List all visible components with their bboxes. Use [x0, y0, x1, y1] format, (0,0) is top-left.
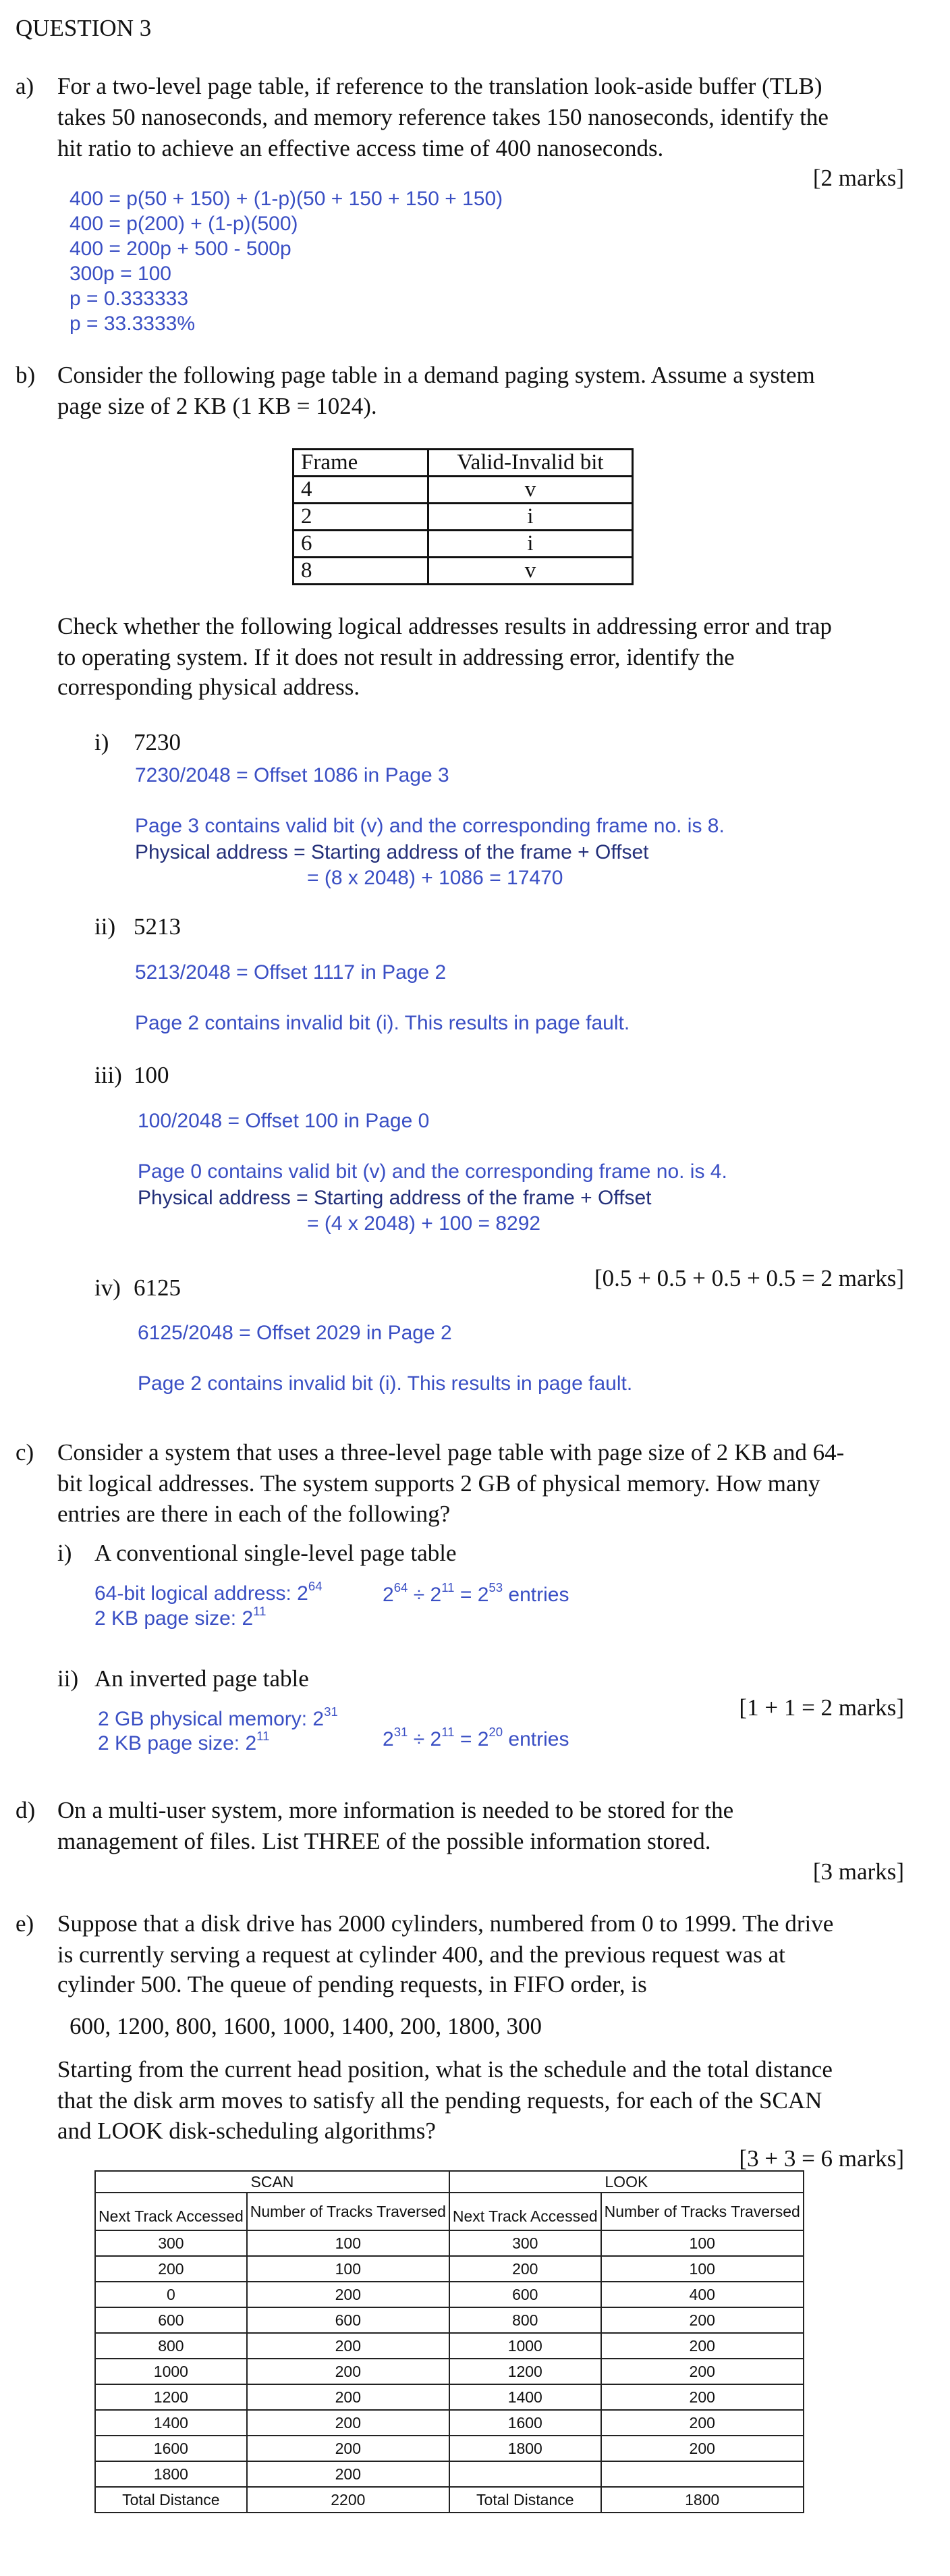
- part-c-question-line-1: Consider a system that uses a three-level page table with page size of 2 KB and 64-: [57, 1439, 845, 1466]
- scan-tracks-header: Number of Tracks Traversed: [247, 2193, 449, 2230]
- part-b-question-line-2: page size of 2 KB (1 KB = 1024).: [57, 393, 377, 419]
- part-b-i-address: 7230: [134, 729, 181, 755]
- disk-table-body: [95, 2230, 804, 2487]
- page-table-header-row: [294, 450, 633, 477]
- part-a-answer-line-5: p = 0.333333: [69, 288, 189, 310]
- disk-table-row: [95, 2410, 804, 2436]
- page-table-row: [294, 531, 633, 558]
- part-b-question-line-4: to operating system. If it does not result in addressing error, identify the: [57, 644, 735, 670]
- part-d-label: d): [16, 1797, 36, 1823]
- part-b-iii-answer-2: Page 0 contains valid bit (v) and the corresponding frame no. is 4.: [138, 1160, 727, 1183]
- look-next-track: 1600: [449, 2410, 601, 2436]
- look-next-track: 800: [449, 2307, 601, 2333]
- part-e-question-line-6: and LOOK disk-scheduling algorithms?: [57, 2118, 436, 2144]
- scan-next-track: 800: [95, 2333, 247, 2359]
- part-b-marks: [0.5 + 0.5 + 0.5 + 0.5 = 2 marks]: [594, 1265, 904, 1291]
- part-b-ii-address: 5213: [134, 913, 181, 940]
- part-b-question-line-1: Consider the following page table in a demand paging system. Assume a system: [57, 362, 815, 388]
- part-b-i-answer-4: = (8 x 2048) + 1086 = 17470: [307, 867, 563, 889]
- look-next-track: 1200: [449, 2359, 601, 2384]
- look-tracks-traversed: 200: [601, 2384, 804, 2410]
- part-c-i-answer-1: 64-bit logical address: $2^{64}$: [94, 1579, 323, 1605]
- scan-tracks-traversed: 200: [247, 2461, 449, 2487]
- part-e-label: e): [16, 1910, 34, 1937]
- look-tracks-traversed: 200: [601, 2307, 804, 2333]
- look-tracks-traversed: 100: [601, 2256, 804, 2282]
- part-a-question-line-3: hit ratio to achieve an effective access time of 400 nanoseconds.: [57, 135, 664, 161]
- disk-table-row: [95, 2256, 804, 2282]
- page-table: [292, 448, 634, 585]
- page-table-frame: 6: [294, 531, 428, 558]
- look-next-track: 300: [449, 2230, 601, 2256]
- scan-tracks-traversed: 200: [247, 2384, 449, 2410]
- scan-next-track: 0: [95, 2282, 247, 2307]
- page-table-row: [294, 477, 633, 504]
- part-c-ii-answer-1: 2 GB physical memory: $2^{31}$: [98, 1705, 338, 1730]
- look-tracks-traversed: 100: [601, 2230, 804, 2256]
- disk-table-row: [95, 2436, 804, 2461]
- part-e-question-line-5: that the disk arm moves to satisfy all the pending requests, for each of the SCAN: [57, 2087, 822, 2114]
- part-b-iii-answer-1: 100/2048 = Offset 100 in Page 0: [138, 1110, 430, 1132]
- disk-table-row: [95, 2461, 804, 2487]
- scan-next-track: 1800: [95, 2461, 247, 2487]
- scan-next-track: 1600: [95, 2436, 247, 2461]
- disk-table-total-row: [95, 2487, 804, 2513]
- disk-table-row: [95, 2359, 804, 2384]
- part-b-question-line-5: corresponding physical address.: [57, 674, 360, 700]
- part-c-question-line-2: bit logical addresses. The system supports 2 GB of physical memory. How many: [57, 1470, 820, 1497]
- look-tracks-traversed: 200: [601, 2410, 804, 2436]
- look-next-track-header: Next Track Accessed: [449, 2193, 601, 2230]
- part-b-iii-answer-3: Physical address = Starting address of the frame + Offset: [138, 1187, 652, 1209]
- part-d-marks: [3 marks]: [812, 1858, 904, 1885]
- part-b-ii-label: ii): [94, 913, 116, 940]
- page-table-bit: v: [428, 477, 633, 504]
- disk-table-group-row: [95, 2171, 804, 2193]
- part-a-answer-line-3: 400 = 200p + 500 - 500p: [69, 238, 291, 260]
- part-c-i-label: i): [57, 1540, 72, 1566]
- disk-table-row: [95, 2230, 804, 2256]
- look-next-track: [449, 2461, 601, 2487]
- disk-schedule-table: [94, 2170, 804, 2513]
- look-next-track: 200: [449, 2256, 601, 2282]
- page-table-frame: 8: [294, 558, 428, 585]
- part-b-iii-label: iii): [94, 1062, 122, 1088]
- scan-next-track: 1400: [95, 2410, 247, 2436]
- scan-tracks-traversed: 200: [247, 2282, 449, 2307]
- part-e-question-line-3: cylinder 500. The queue of pending requests, in FIFO order, is: [57, 1971, 647, 1997]
- part-c-i-calculation: $2^{64} \div 2^{11} = 2^{53}$ entries: [383, 1580, 569, 1606]
- scan-tracks-traversed: 200: [247, 2436, 449, 2461]
- look-header: LOOK: [449, 2171, 804, 2193]
- look-tracks-traversed: 400: [601, 2282, 804, 2307]
- page-table-header-frame: Frame: [294, 450, 428, 477]
- part-a-answer-line-1: 400 = p(50 + 150) + (1-p)(50 + 150 + 150 + 150): [69, 188, 503, 210]
- page-table-bit: v: [428, 558, 633, 585]
- part-b-i-label: i): [94, 729, 109, 755]
- page-table-bit: i: [428, 531, 633, 558]
- look-tracks-traversed: 200: [601, 2333, 804, 2359]
- part-b-i-answer-2: Page 3 contains valid bit (v) and the corresponding frame no. is 8.: [135, 815, 725, 837]
- disk-table-column-header-row: [95, 2193, 804, 2230]
- part-b-iv-label: iv): [94, 1274, 121, 1301]
- look-tracks-traversed: 200: [601, 2359, 804, 2384]
- part-b-ii-answer-2: Page 2 contains invalid bit (i). This results in page fault.: [135, 1012, 630, 1034]
- part-c-ii-label: ii): [57, 1665, 79, 1692]
- look-next-track: 600: [449, 2282, 601, 2307]
- page-table-row: [294, 504, 633, 531]
- scan-tracks-traversed: 100: [247, 2230, 449, 2256]
- scan-next-track-header: Next Track Accessed: [95, 2193, 247, 2230]
- part-e-marks: [3 + 3 = 6 marks]: [739, 2145, 904, 2172]
- part-c-question-line-3: entries are there in each of the following?: [57, 1501, 451, 1527]
- part-b-iii-address: 100: [134, 1062, 169, 1088]
- look-total-value: 1800: [601, 2487, 804, 2513]
- look-tracks-traversed: [601, 2461, 804, 2487]
- part-a-marks: [2 marks]: [812, 165, 904, 191]
- part-d-question-line-2: management of files. List THREE of the possible information stored.: [57, 1828, 711, 1854]
- part-b-iv-answer-2: Page 2 contains invalid bit (i). This results in page fault.: [138, 1372, 633, 1395]
- look-next-track: 1000: [449, 2333, 601, 2359]
- part-b-iv-address: 6125: [134, 1274, 181, 1301]
- question-title: QUESTION 3: [16, 15, 152, 41]
- scan-next-track: 300: [95, 2230, 247, 2256]
- scan-next-track: 200: [95, 2256, 247, 2282]
- scan-tracks-traversed: 200: [247, 2410, 449, 2436]
- scan-tracks-traversed: 200: [247, 2359, 449, 2384]
- part-b-i-answer-3: Physical address = Starting address of the frame + Offset: [135, 841, 649, 863]
- disk-table-row: [95, 2384, 804, 2410]
- scan-next-track: 600: [95, 2307, 247, 2333]
- part-a-answer-line-2: 400 = p(200) + (1-p)(500): [69, 213, 298, 235]
- page-table-frame: 4: [294, 477, 428, 504]
- scan-next-track: 1000: [95, 2359, 247, 2384]
- look-next-track: 1800: [449, 2436, 601, 2461]
- part-c-ii-question: An inverted page table: [94, 1665, 309, 1692]
- pending-request-queue: 600, 1200, 800, 1600, 1000, 1400, 200, 1800, 300: [69, 2013, 542, 2039]
- scan-next-track: 1200: [95, 2384, 247, 2410]
- look-next-track: 1400: [449, 2384, 601, 2410]
- part-a-answer-line-4: 300p = 100: [69, 263, 171, 285]
- scan-total-label: Total Distance: [95, 2487, 247, 2513]
- part-e-question-line-1: Suppose that a disk drive has 2000 cylinders, numbered from 0 to 1999. The drive: [57, 1910, 834, 1937]
- scan-tracks-traversed: 100: [247, 2256, 449, 2282]
- disk-table-row: [95, 2333, 804, 2359]
- part-b-iv-answer-1: 6125/2048 = Offset 2029 in Page 2: [138, 1322, 452, 1344]
- part-a-answer-line-6: p = 33.3333%: [69, 313, 195, 335]
- part-c-ii-calculation: $2^{31} \div 2^{11} = 2^{20}$ entries: [383, 1725, 569, 1750]
- part-b-label: b): [16, 362, 36, 388]
- page-table-bit: i: [428, 504, 633, 531]
- disk-table-row: [95, 2282, 804, 2307]
- look-tracks-traversed: 200: [601, 2436, 804, 2461]
- scan-tracks-traversed: 600: [247, 2307, 449, 2333]
- page-table-frame: 2: [294, 504, 428, 531]
- page-table-row: [294, 558, 633, 585]
- look-total-label: Total Distance: [449, 2487, 601, 2513]
- disk-table-row: [95, 2307, 804, 2333]
- part-e-question-line-2: is currently serving a request at cylinder 400, and the previous request was at: [57, 1941, 785, 1968]
- part-a-question-line-2: takes 50 nanoseconds, and memory reference takes 150 nanoseconds, identify the: [57, 104, 829, 130]
- look-tracks-header: Number of Tracks Traversed: [601, 2193, 804, 2230]
- scan-tracks-traversed: 200: [247, 2333, 449, 2359]
- part-c-i-answer-2: 2 KB page size: $2^{11}$: [94, 1604, 267, 1630]
- scan-total-value: 2200: [247, 2487, 449, 2513]
- part-c-ii-answer-2: 2 KB page size: $2^{11}$: [98, 1729, 270, 1754]
- part-d-question-line-1: On a multi-user system, more information is needed to be stored for the: [57, 1797, 734, 1823]
- part-b-ii-answer-1: 5213/2048 = Offset 1117 in Page 2: [135, 961, 447, 984]
- part-b-i-answer-1: 7230/2048 = Offset 1086 in Page 3: [135, 764, 449, 786]
- scan-header: SCAN: [95, 2171, 449, 2193]
- part-c-label: c): [16, 1439, 34, 1466]
- part-a-label: a): [16, 73, 34, 99]
- part-c-i-question: A conventional single-level page table: [94, 1540, 457, 1566]
- part-b-iii-answer-4: = (4 x 2048) + 100 = 8292: [307, 1212, 541, 1235]
- part-c-marks: [1 + 1 = 2 marks]: [739, 1694, 904, 1721]
- part-e-question-line-4: Starting from the current head position, what is the schedule and the total distance: [57, 2056, 833, 2083]
- part-a-question-line-1: For a two-level page table, if reference to the translation look-aside buffer (TLB): [57, 73, 822, 99]
- page-table-header-valid: Valid-Invalid bit: [428, 450, 633, 477]
- part-b-question-line-3: Check whether the following logical addresses results in addressing error and trap: [57, 613, 832, 639]
